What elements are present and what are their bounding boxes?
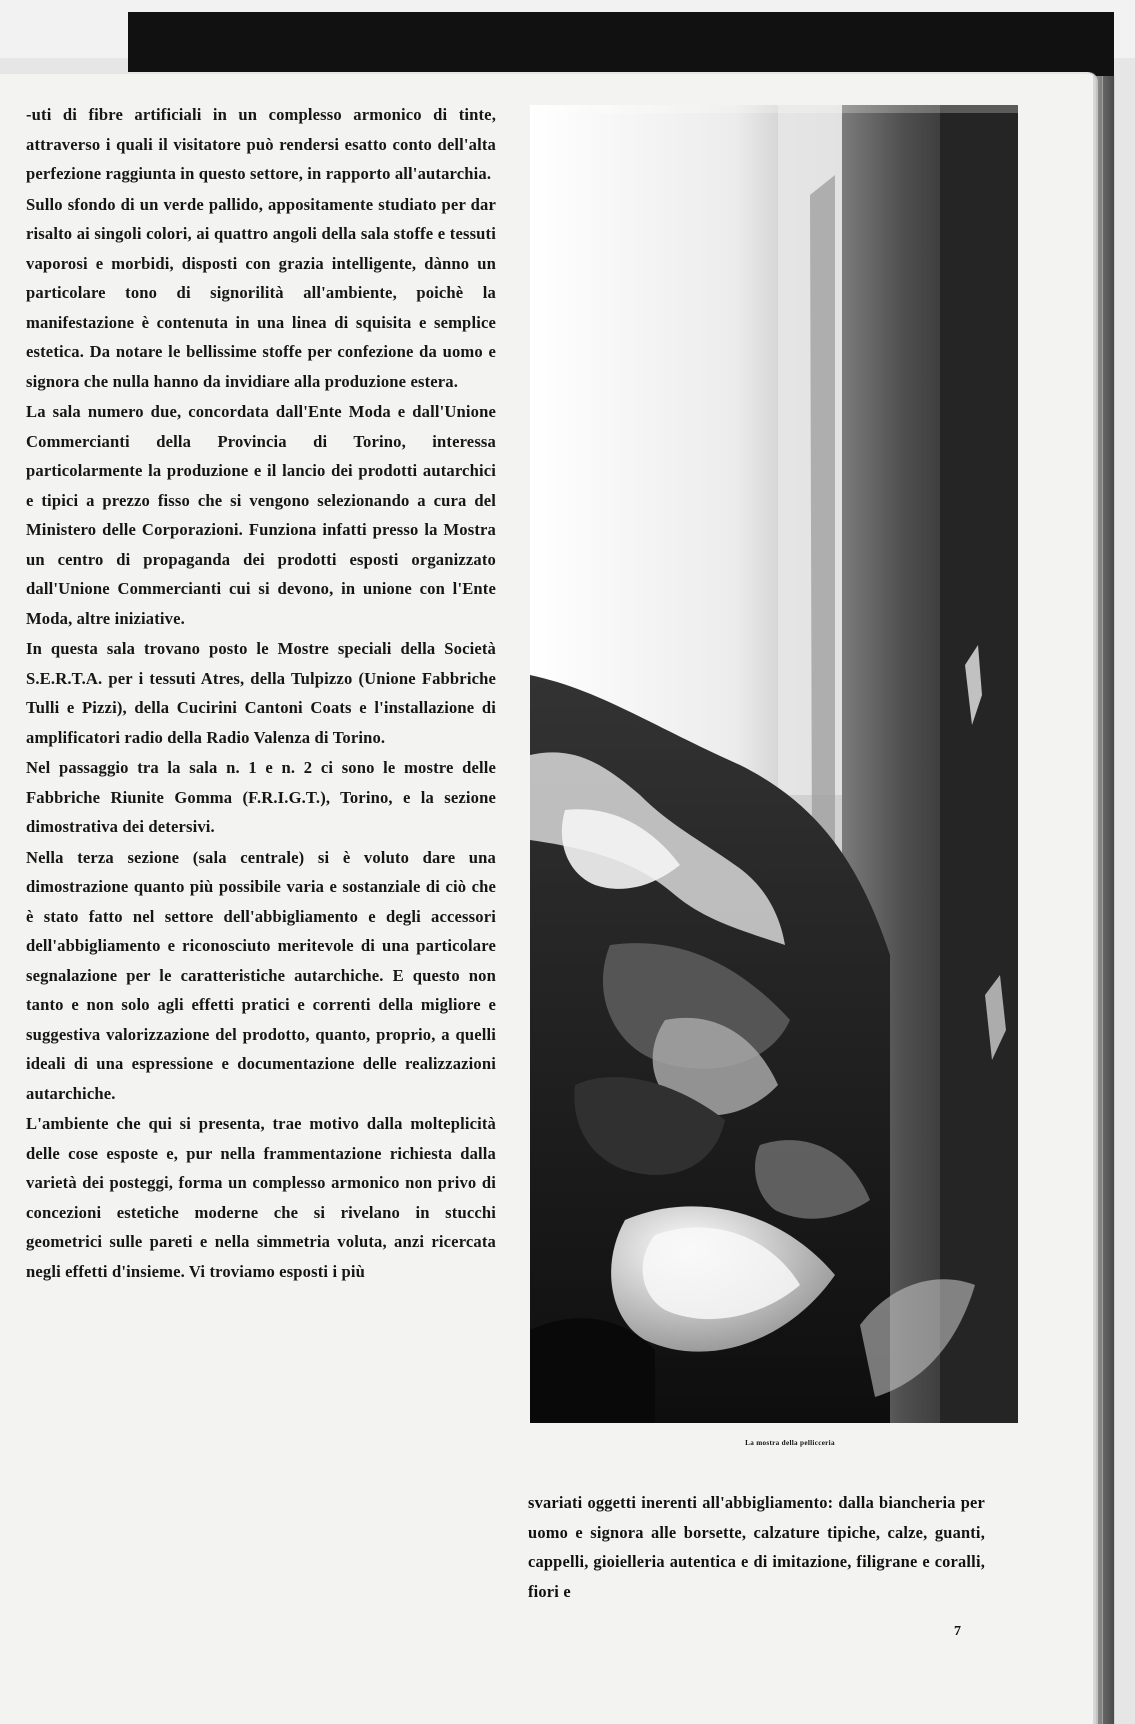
left-text-column [26,100,496,1570]
fur-exhibition-photo [530,105,1018,1423]
paragraph-svariati-oggetti: svariati oggetti inerenti all'abbigliamento: dalla biancheria per uomo e signora alle borsette, calzature tipiche, calze, guanti, cappelli, gioielleria autentica e di imitazione, filigrane e coralli, fiori e [528,1493,985,1601]
paragraph-terza-sezione: Nella terza sezione (sala centrale) si è voluto dare una dimostrazione quanto più possibile varia e sostanziale di ciò che è stato fatto nel settore dell'abbigliamento e degli accessori dell'abbigliamento e riconosciuto meritevole di una particolare segnalazione per le caratteristiche autarchiche. E questo non tanto e non solo agli effetti pratici e correnti della migliore e suggestiva valorizzazione del prodotto, quanto, proprio, a quelli ideali di una espressione e documentazione delle realizzazioni autarchiche. [26,847,496,1103]
right-text-column [528,1488,985,1606]
paragraph-verde-pallido: Sullo sfondo di un verde pallido, appositamente studiato per dar risalto ai singoli colori, ai quattro angoli della sala stoffe e tessuti vaporosi e morbidi, disposti con grazia intelligente, dànno un particolare tono di signorilità all'ambiente, poichè la manifestazione è contenuta in una linea di squisita e semplice estetica. Da notare le bellissime stoffe per confezione da uomo e signora che nulla hanno da invidiare alla produzione estera. [26,194,496,391]
photo-caption: La mostra della pellicceria [745,1439,835,1447]
paragraph-ambiente: L'ambiente che qui si presenta, trae motivo dalla molteplicità delle cose esposte e, pur nella frammentazione richiesta dalla varietà dei posteggi, forma un complesso armonico non privo di concezioni estetiche moderne che si rivelano in stucchi geometrici sulle pareti e nella simmetria voluta, anzi ricercata negli effetti d'insieme. Vi troviamo esposti i più [26,1114,496,1281]
paragraph-passaggio-sale: Nel passaggio tra la sala n. 1 e n. 2 ci sono le mostre delle Fabbriche Riunite Gomma (F.R.I.G.T.), Torino, e la sezione dimostrativa dei detersivi. [26,758,496,836]
paragraph-fibre-tinte: -uti di fibre artificiali in un complesso armonico di tinte, attraverso i quali il visitatore può rendersi esatto conto dell'alta perfezione raggiunta in questo settore, in rapporto all'autarchia. [26,105,496,183]
page-edge-shadow [1102,76,1110,1724]
fur-exhibition-photo-graphic [530,105,1018,1423]
paragraph-mostre-speciali: In questa sala trovano posto le Mostre speciali della Società S.E.R.T.A. per i tessuti Atres, della Tulpizzo (Unione Fabbriche Tulli e Pizzi), della Cucirini Cantoni Coats e l'installazione di amplificatori radio della Radio Valenza di Torino. [26,639,496,747]
page-edge-shadow [1110,76,1115,1724]
page-number: 7 [954,1624,961,1639]
paragraph-sala-numero-due: La sala numero due, concordata dall'Ente Moda e dall'Unione Commercianti della Provincia di Torino, interessa particolarmente la produzione e il lancio dei prodotti autarchici e tipici a prezzo fisso che si vengono selezionando a cura del Ministero delle Corporazioni. Funziona infatti presso la Mostra un centro di propaganda dei prodotti esposti organizzato dall'Unione Commercianti cui si devono, in unione con l'Ente Moda, altre iniziative. [26,402,496,628]
